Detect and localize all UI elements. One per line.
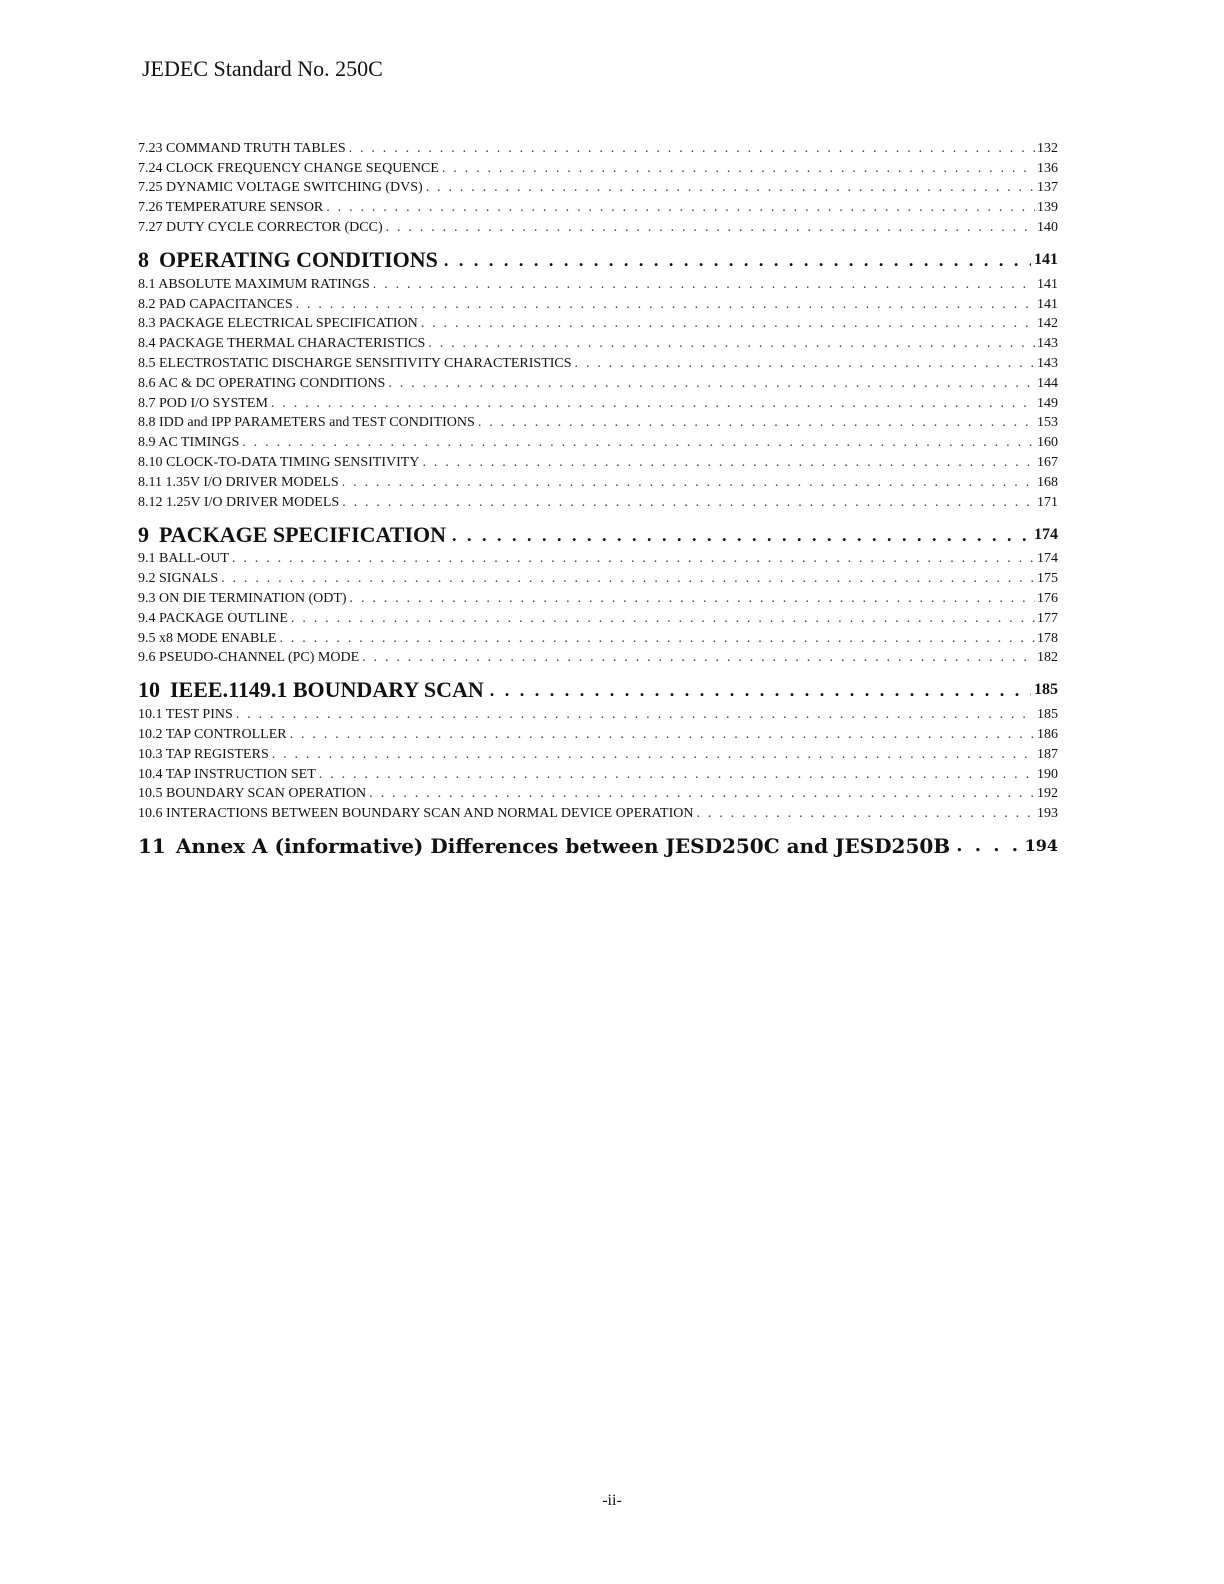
dot-leader: [349, 141, 1035, 157]
toc-entry[interactable]: [138, 723, 1058, 743]
toc-entry-page: 185: [1037, 707, 1058, 723]
dot-leader: [236, 707, 1035, 723]
dot-leader: [242, 435, 1035, 451]
chapter-number: 8: [138, 246, 149, 272]
chapter-page: 185: [1034, 681, 1058, 699]
toc-entry-label: 9.3 ON DIE TERMINATION (ODT): [138, 590, 347, 606]
dot-leader: [319, 767, 1035, 783]
dot-leader: [271, 396, 1035, 412]
toc-entry[interactable]: [138, 352, 1058, 372]
toc-entry-page: 167: [1037, 454, 1058, 470]
dot-leader: [442, 161, 1035, 177]
toc-entry[interactable]: [138, 587, 1058, 607]
toc-entry-page: 192: [1037, 786, 1058, 802]
toc-entry-page: 141: [1037, 296, 1058, 312]
toc-entry-page: 143: [1037, 355, 1058, 371]
toc-entry-page: 143: [1037, 336, 1058, 352]
toc-entry-label: 8.5 ELECTROSTATIC DISCHARGE SENSITIVITY CHARACTERISTICS: [138, 355, 572, 371]
toc-entry-label: 10.1 TEST PINS: [138, 707, 233, 723]
toc-entry[interactable]: [138, 548, 1058, 568]
dot-leader: [444, 247, 1031, 273]
toc-entry-page: 137: [1037, 180, 1058, 196]
dot-leader: [342, 495, 1035, 511]
toc-entry-label: 8.4 PACKAGE THERMAL CHARACTERISTICS: [138, 336, 426, 352]
dot-leader: [362, 650, 1035, 666]
toc-entry[interactable]: [138, 216, 1058, 236]
toc-entry[interactable]: [138, 491, 1058, 511]
chapter-page: 194: [1024, 836, 1058, 856]
toc-entry[interactable]: [138, 451, 1058, 471]
toc-entry[interactable]: [138, 703, 1058, 723]
dot-leader: [290, 727, 1035, 743]
toc-entry-label: 10.6 INTERACTIONS BETWEEN BOUNDARY SCAN AND NORMAL DEVICE OPERATION: [138, 806, 694, 822]
chapter-title: OPERATING CONDITIONS: [159, 246, 438, 272]
dot-leader: [452, 522, 1031, 548]
toc-entry-label: 8.11 1.35V I/O DRIVER MODELS: [138, 474, 339, 490]
toc-entry-page: 141: [1037, 276, 1058, 292]
toc-entry[interactable]: [138, 431, 1058, 451]
toc-entry-label: 7.24 CLOCK FREQUENCY CHANGE SEQUENCE: [138, 160, 439, 176]
toc-entry-page: 177: [1037, 610, 1058, 626]
toc-entry-label: 9.2 SIGNALS: [138, 571, 219, 587]
toc-entry-label: 8.1 ABSOLUTE MAXIMUM RATINGS: [138, 276, 370, 292]
toc-entry-label: 10.3 TAP REGISTERS: [138, 746, 269, 762]
toc-chapter-heading[interactable]: [138, 675, 1058, 703]
dot-leader: [490, 677, 1031, 703]
dot-leader: [369, 786, 1035, 802]
dot-leader: [956, 833, 1021, 859]
toc-entry[interactable]: [138, 627, 1058, 647]
toc-entry-label: 8.8 IDD and IPP PARAMETERS and TEST CONDITIONS: [138, 415, 475, 431]
toc-entry-label: 8.6 AC & DC OPERATING CONDITIONS: [138, 375, 386, 391]
dot-leader: [696, 806, 1035, 822]
dot-leader: [373, 277, 1035, 293]
toc-entry[interactable]: [138, 137, 1058, 157]
dot-leader: [421, 316, 1035, 332]
toc-entry-label: 9.1 BALL-OUT: [138, 551, 229, 567]
dot-leader: [422, 455, 1035, 471]
toc-entry-page: 182: [1037, 650, 1058, 666]
dot-leader: [296, 297, 1035, 313]
toc-entry-page: 140: [1037, 219, 1058, 235]
dot-leader: [221, 571, 1035, 587]
toc-entry-label: 9.6 PSEUDO-CHANNEL (PC) MODE: [138, 650, 360, 666]
chapter-number: 10: [138, 677, 160, 703]
toc-entry[interactable]: [138, 567, 1058, 587]
toc-entry-label: 8.3 PACKAGE ELECTRICAL SPECIFICATION: [138, 316, 418, 332]
toc-entry-page: 153: [1037, 415, 1058, 431]
toc-entry-label: 8.9 AC TIMINGS: [138, 435, 240, 451]
toc-entry-page: 175: [1037, 571, 1058, 587]
toc-entry-label: 9.5 x8 MODE ENABLE: [138, 630, 277, 646]
toc-entry[interactable]: [138, 273, 1058, 293]
chapter-page: 174: [1034, 525, 1058, 543]
chapter-number: 9: [138, 521, 149, 547]
chapter-page: 141: [1034, 250, 1058, 268]
toc-entry-label: 10.4 TAP INSTRUCTION SET: [138, 766, 316, 782]
dot-leader: [350, 591, 1035, 607]
toc-entry[interactable]: [138, 293, 1058, 313]
running-header: JEDEC Standard No. 250C: [142, 56, 383, 81]
toc-entry-page: 132: [1037, 140, 1058, 156]
dot-leader: [291, 611, 1035, 627]
toc-entry-page: 187: [1037, 746, 1058, 762]
toc-chapter-heading[interactable]: [138, 831, 1058, 859]
toc-entry-page: 193: [1037, 806, 1058, 822]
toc-entry-page: 168: [1037, 474, 1058, 490]
toc-entry[interactable]: [138, 783, 1058, 803]
dot-leader: [272, 747, 1035, 763]
toc-entry-page: 178: [1037, 630, 1058, 646]
toc-entry[interactable]: [138, 743, 1058, 763]
toc-entry[interactable]: [138, 802, 1058, 822]
toc-entry[interactable]: [138, 412, 1058, 432]
toc-entry-page: 190: [1037, 766, 1058, 782]
dot-leader: [388, 376, 1035, 392]
dot-leader: [232, 551, 1035, 567]
toc-entry[interactable]: [138, 647, 1058, 667]
dot-leader: [279, 631, 1035, 647]
toc-entry-page: 160: [1037, 435, 1058, 451]
page-number: -ii-: [602, 1492, 622, 1509]
toc-entry-page: 139: [1037, 200, 1058, 216]
chapter-title: IEEE.1149.1 BOUNDARY SCAN: [170, 677, 484, 703]
dot-leader: [426, 180, 1035, 196]
dot-leader: [575, 356, 1035, 372]
chapter-title: Annex A (informative) Differences between JESD250C and JESD250B: [175, 834, 951, 859]
toc-entry[interactable]: [138, 372, 1058, 392]
toc-entry-page: 176: [1037, 590, 1058, 606]
toc-entry-page: 174: [1037, 551, 1058, 567]
toc-entry-page: 142: [1037, 316, 1058, 332]
dot-leader: [478, 415, 1035, 431]
toc-entry[interactable]: [138, 607, 1058, 627]
toc-entry-label: 7.27 DUTY CYCLE CORRECTOR (DCC): [138, 219, 383, 235]
toc-entry-label: 10.2 TAP CONTROLLER: [138, 726, 287, 742]
toc-chapter-heading[interactable]: [138, 520, 1058, 548]
toc-entry-label: 9.4 PACKAGE OUTLINE: [138, 610, 288, 626]
table-of-contents: [138, 137, 1058, 859]
toc-chapter-heading[interactable]: [138, 245, 1058, 273]
toc-entry-label: 7.26 TEMPERATURE SENSOR: [138, 200, 324, 216]
toc-entry-page: 186: [1037, 726, 1058, 742]
toc-entry[interactable]: [138, 471, 1058, 491]
toc-entry-page: 144: [1037, 375, 1058, 391]
toc-entry-label: 8.7 POD I/O SYSTEM: [138, 395, 268, 411]
toc-entry[interactable]: [138, 332, 1058, 352]
toc-entry[interactable]: [138, 157, 1058, 177]
toc-entry-page: 136: [1037, 160, 1058, 176]
dot-leader: [326, 200, 1035, 216]
chapter-number: 11: [138, 834, 166, 859]
toc-entry[interactable]: [138, 177, 1058, 197]
dot-leader: [342, 475, 1035, 491]
dot-leader: [386, 220, 1035, 236]
toc-entry-page: 149: [1037, 395, 1058, 411]
toc-entry[interactable]: [138, 196, 1058, 216]
toc-entry-label: 10.5 BOUNDARY SCAN OPERATION: [138, 786, 367, 802]
toc-entry-label: 8.2 PAD CAPACITANCES: [138, 296, 293, 312]
toc-entry[interactable]: [138, 313, 1058, 333]
toc-entry-label: 7.25 DYNAMIC VOLTAGE SWITCHING (DVS): [138, 180, 423, 196]
toc-entry-page: 171: [1037, 494, 1058, 510]
dot-leader: [428, 336, 1035, 352]
chapter-title: PACKAGE SPECIFICATION: [159, 521, 447, 547]
toc-entry-label: 7.23 COMMAND TRUTH TABLES: [138, 140, 346, 156]
toc-entry[interactable]: [138, 392, 1058, 412]
toc-entry-label: 8.10 CLOCK-TO-DATA TIMING SENSITIVITY: [138, 454, 420, 470]
toc-entry[interactable]: [138, 763, 1058, 783]
toc-entry-label: 8.12 1.25V I/O DRIVER MODELS: [138, 494, 340, 510]
